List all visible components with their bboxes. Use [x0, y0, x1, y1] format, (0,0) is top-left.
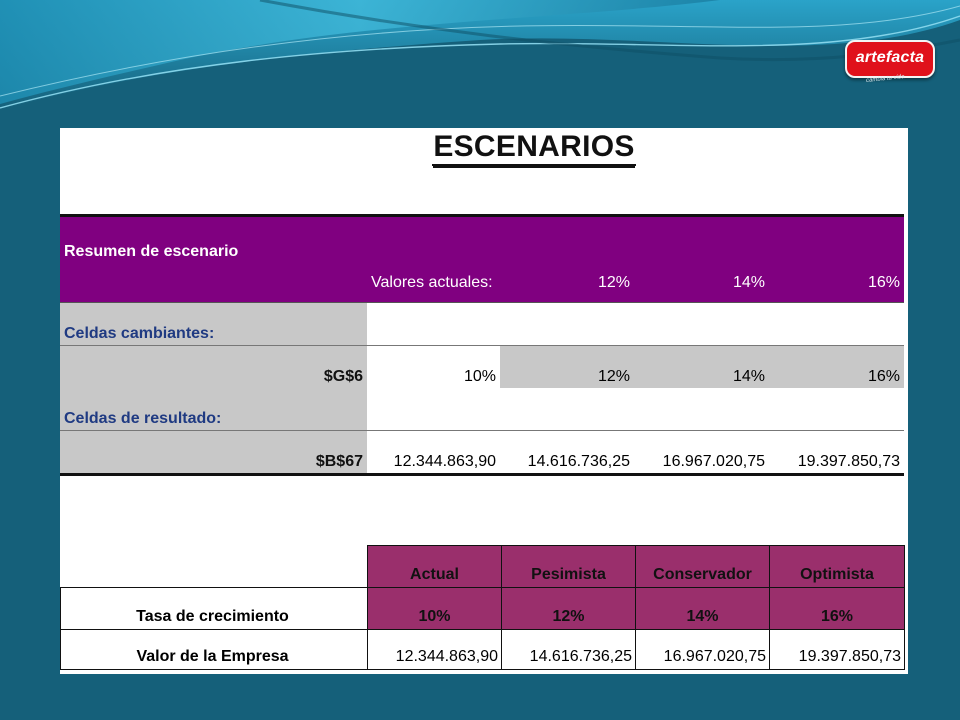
col-current-values: Valores actuales: — [367, 264, 500, 303]
changing-14: 14% — [634, 346, 769, 389]
value-optimista: 19.397.850,73 — [770, 630, 905, 670]
result-12: 14.616.736,25 — [500, 431, 634, 475]
summary-title: Resumen de escenario — [60, 216, 904, 265]
scenario-comparison-table — [60, 545, 905, 670]
changing-current: 10% — [367, 346, 500, 389]
company-value-label: Valor de la Empresa — [61, 630, 368, 670]
growth-pesimista: 12% — [502, 588, 636, 630]
company-value-row — [61, 630, 905, 670]
result-cells-section — [60, 388, 904, 431]
result-16: 19.397.850,73 — [769, 431, 904, 475]
artefacta-logo: artefacta — [845, 40, 935, 78]
header-optimista: Optimista — [770, 546, 905, 588]
growth-actual: 10% — [368, 588, 502, 630]
result-cell-row — [60, 431, 904, 475]
result-cells-label: Celdas de resultado: — [60, 388, 367, 431]
header-actual: Actual — [368, 546, 502, 588]
col-16: 16% — [769, 264, 904, 303]
value-pesimista: 14.616.736,25 — [502, 630, 636, 670]
header-conservador: Conservador — [636, 546, 770, 588]
result-current: 12.344.863,90 — [367, 431, 500, 475]
page-title: ESCENARIOS — [60, 130, 908, 166]
growth-optimista: 16% — [770, 588, 905, 630]
header-pesimista: Pesimista — [502, 546, 636, 588]
summary-columns-row — [60, 264, 904, 303]
changing-cell-ref: $G$6 — [60, 346, 367, 389]
growth-rate-row — [61, 588, 905, 630]
summary-title-row — [60, 216, 904, 265]
col-14: 14% — [634, 264, 769, 303]
scenario-summary-table — [60, 214, 904, 476]
result-cell-ref: $B$67 — [60, 431, 367, 475]
changing-cells-label: Celdas cambiantes: — [60, 303, 367, 346]
changing-cells-section — [60, 303, 904, 346]
result-14: 16.967.020,75 — [634, 431, 769, 475]
col-12: 12% — [500, 264, 634, 303]
changing-cell-row — [60, 346, 904, 389]
changing-12: 12% — [500, 346, 634, 389]
growth-rate-label: Tasa de crecimiento — [61, 588, 368, 630]
value-conservador: 16.967.020,75 — [636, 630, 770, 670]
logo-tagline: cambia tu vida — [865, 73, 905, 85]
value-actual: 12.344.863,90 — [368, 630, 502, 670]
changing-16: 16% — [769, 346, 904, 389]
header-wave-graphic — [0, 0, 960, 130]
growth-conservador: 14% — [636, 588, 770, 630]
scenario-header-row — [61, 546, 905, 588]
scenario-sheet — [60, 128, 908, 674]
